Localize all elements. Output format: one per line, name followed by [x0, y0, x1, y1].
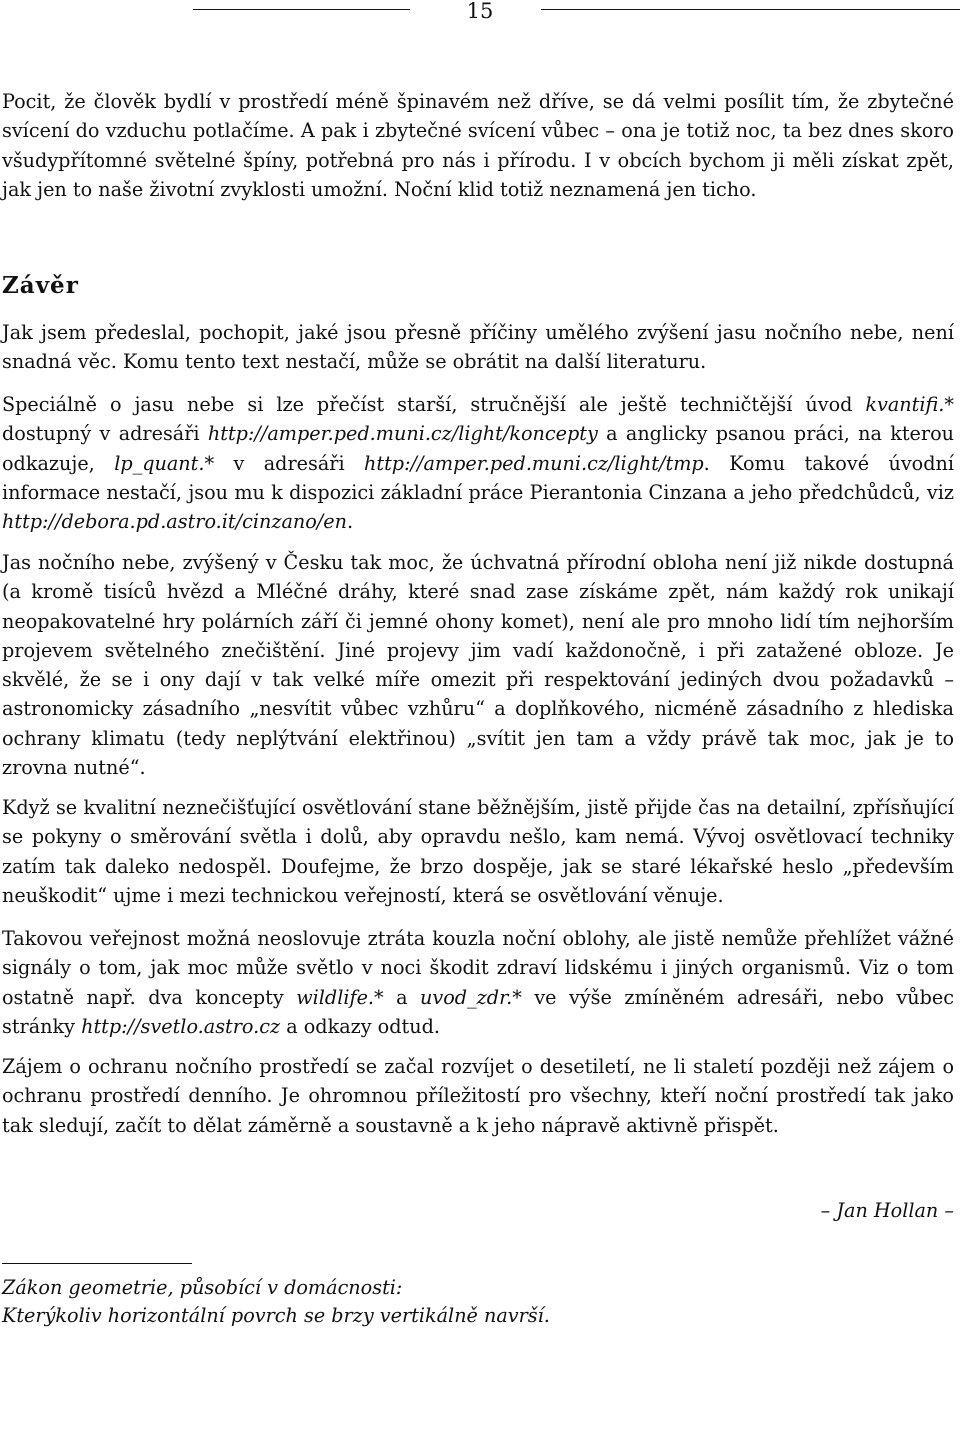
text-segment: v adresáři [214, 451, 365, 475]
footnote-line-1: Zákon geometrie, působící v domácnosti: [2, 1276, 403, 1299]
footnote-line-2: Kterýkoliv horizontální povrch se brzy vertikálně navrší. [2, 1304, 550, 1327]
text-segment: . [346, 510, 354, 534]
header-rule-right [541, 9, 960, 10]
file-name: lp_quant.* [114, 451, 215, 475]
text-segment: dostupný v adresáři [2, 422, 208, 446]
paragraph-literature [2, 390, 954, 536]
text-segment: a anglicky psanou práci, na kterou odkazuje, [2, 422, 954, 475]
text-segment: a odkazy odtud. [280, 1014, 440, 1038]
footnote-rule [2, 1263, 192, 1264]
header-rule-left [193, 9, 410, 10]
text-segment: Takovou veřejnost možná neoslovuje ztráta kouzla noční oblohy, ale jistě nemůže přehlížet vážné signály o tom, jak moc může světlo v noci škodit zdraví lidskému i jiných organismů. Viz o tom ostatně např. dva koncepty [2, 927, 954, 1009]
paragraph-conclusion: Jak jsem předeslal, pochopit, jaké jsou přesně příčiny umělého zvýšení jasu nočního nebe, není snadná věc. Komu tento text nestačí, může se obrátit na další literaturu. [2, 321, 954, 374]
text-segment: a [383, 985, 421, 1009]
file-name: wildlife.* [296, 985, 384, 1009]
url-link[interactable]: http://debora.pd.astro.it/cinzano/en [2, 510, 347, 534]
paragraph-sky-brightness: Jas nočního nebe, zvýšený v Česku tak moc, že úchvatná přírodní obloha není již nikde dostupná (a kromě tisíců hvězd a Mléčné dráhy, které snad zase získáme zpět, nám každý rok unikají neopakovatelné hry polárních září či jemné ohony komet), není ale pro mnoho lidí tím nejhorším projevem světelného znečištění. Jiné projevy jim vadí každonočně, i při zatažené obloze. Je skvělé, že se i ony dají v tak velké míře omezit při respektování jediných dvou požadavků – astronomicky zásadního „nesvítit vůbec vzhůru“ a doplňkového, nicméně zásadního z hlediska ochrany klimatu (tedy neplýtvání elektřinou) „svítit jen tam a vždy právě tak moc, jak je to zrovna nutné“. [2, 551, 954, 780]
text-segment: . Komu takové úvodní informace nestačí, jsou mu k dispozici základní práce Pierantonia Cinzana a jeho předchůdců, viz [2, 451, 955, 504]
file-name: uvod_zdr.* [420, 985, 522, 1009]
section-heading-zaver: Závěr [2, 272, 79, 299]
paragraph-intro: Pocit, že člověk bydlí v prostředí méně špinavém než dříve, se dá velmi posílit tím, že zbytečné svícení do vzduchu potlačíme. A pak i zbytečné svícení vůbec – ona je totiž noc, ta bez dnes skoro všudypřítomné světelné špíny, potřebná pro nás i přírodu. I v obcích bychom ji měli získat zpět, jak jen to naše životní zvyklosti umožní. Noční klid totiž neznamená jen ticho. [2, 90, 954, 201]
url-link[interactable]: http://amper.ped.muni.cz/light/koncepty [207, 422, 598, 446]
page-number: 15 [466, 0, 494, 23]
text-segment: ve výše zmíněném adresáři, nebo vůbec stránky [2, 985, 954, 1038]
paragraph-health [2, 924, 954, 1041]
paragraph-lighting: Když se kvalitní neznečišťující osvětlování stane běžnějším, jistě přijde čas na detailní, zpřísňující se pokyny o směrování světla i dolů, aby opravdu nešlo, kam nemá. Vývoj osvětlovací techniky zatím tak daleko nedospěl. Doufejme, že brzo dospěje, jak se staré lékařské heslo „především neuškodit“ ujme i mezi technickou veřejností, která se osvětlování věnuje. [2, 796, 954, 907]
url-link[interactable]: http://amper.ped.muni.cz/light/tmp [364, 451, 704, 475]
file-name: kvantifi.* [865, 393, 954, 416]
text-segment: Speciálně o jasu nebe si lze přečíst starší, stručnější ale ještě techničtější úvod [2, 393, 866, 416]
footnote [2, 1274, 550, 1330]
author-signature: – Jan Hollan – [820, 1199, 954, 1222]
url-link[interactable]: http://svetlo.astro.cz [81, 1014, 281, 1038]
paragraph-night-environment: Zájem o ochranu nočního prostředí se začal rozvíjet o desetiletí, ne li staletí později než zájem o ochranu prostředí denního. Je ohromnou příležitostí pro všechny, kteří noční prostředí tak jako tak sledují, začít to dělat záměrně a soustavně a k jeho nápravě aktivně přispět. [2, 1055, 954, 1137]
